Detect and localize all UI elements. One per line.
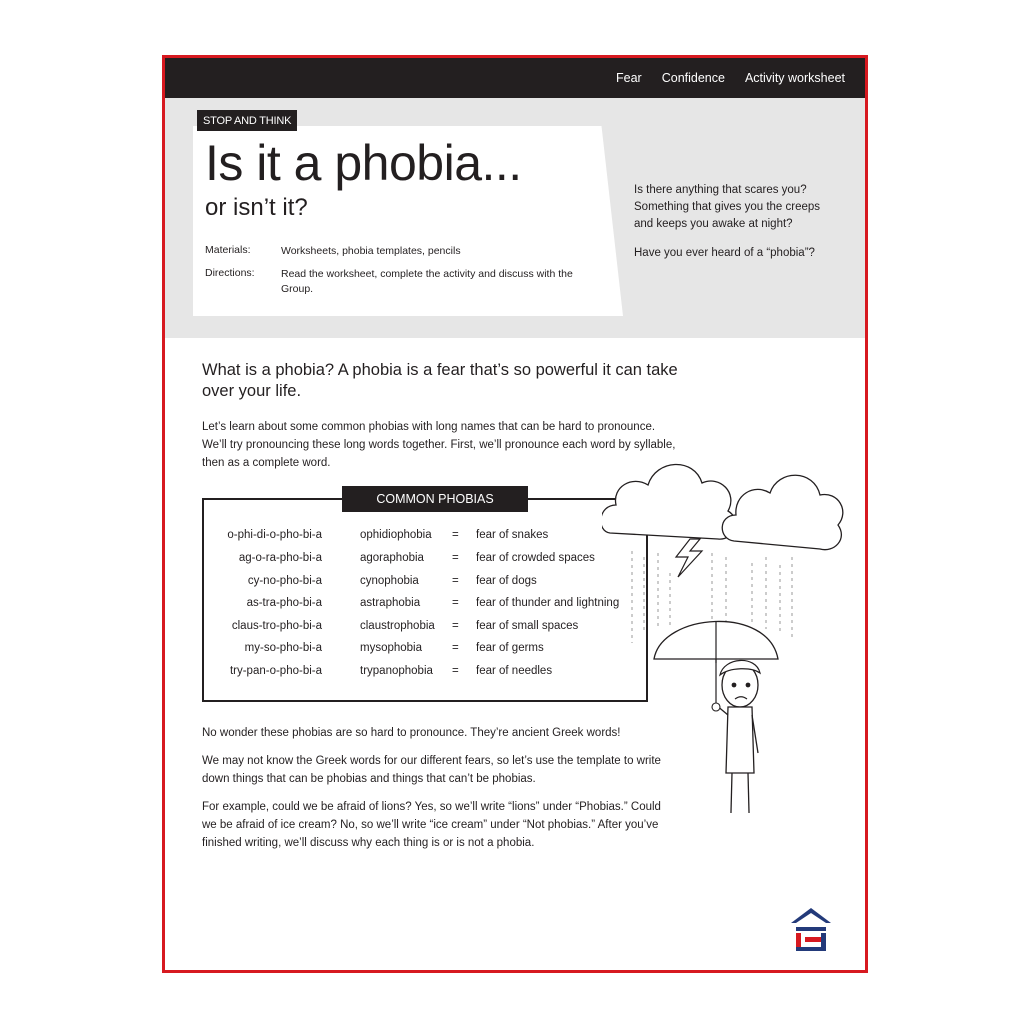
nav-confidence[interactable]: Confidence bbox=[661, 71, 725, 85]
phobia-syllables: ag-o-ra-pho-bi-a bbox=[238, 552, 322, 564]
directions-label: Directions: bbox=[205, 267, 255, 279]
phobia-word: claustrophobia bbox=[360, 620, 435, 632]
phobia-syllables: cy-no-pho-bi-a bbox=[247, 575, 322, 587]
phobia-meaning: fear of snakes bbox=[476, 529, 549, 541]
intro-paragraph: Let’s learn about some common phobias with long names that can be hard to pronounce. We’ll try pronouncing these long words together. First, we’ll pronounce each word by syllable, then as a complete word. bbox=[202, 421, 676, 469]
directions-value: Read the worksheet, complete the activity and discuss with the Group. bbox=[281, 268, 573, 295]
common-phobias-box bbox=[202, 492, 648, 702]
top-nav bbox=[165, 58, 865, 98]
page-title: Is it a phobia... bbox=[205, 135, 522, 191]
house-logo-icon bbox=[788, 905, 834, 953]
phobia-meaning: fear of thunder and lightning bbox=[476, 597, 620, 609]
phobia-word: cynophobia bbox=[360, 575, 419, 587]
equals-sign: = bbox=[452, 529, 459, 541]
phobia-word: ophidiophobia bbox=[360, 529, 432, 541]
equals-sign: = bbox=[452, 620, 459, 632]
nav-activity-worksheet[interactable]: Activity worksheet bbox=[744, 71, 845, 85]
materials-label: Materials: bbox=[205, 244, 251, 256]
equals-sign: = bbox=[452, 597, 459, 609]
phobia-word: agoraphobia bbox=[360, 552, 424, 564]
side-question-2: Have you ever heard of a “phobia”? bbox=[634, 247, 815, 259]
paragraph-template: We may not know the Greek words for our different fears, so let’s use the template to write down things that can be phobias and things that can’t be phobias. bbox=[202, 755, 661, 785]
stop-and-think-tag: STOP AND THINK bbox=[197, 110, 297, 131]
phobia-syllables: as-tra-pho-bi-a bbox=[246, 597, 322, 609]
phobia-row bbox=[204, 575, 650, 597]
equals-sign: = bbox=[452, 575, 459, 587]
phobia-word: astraphobia bbox=[360, 597, 421, 609]
side-question-1: Is there anything that scares you? Something that gives you the creeps and keeps you awake at night? bbox=[634, 184, 821, 230]
phobia-row bbox=[204, 597, 650, 619]
paragraph-example: For example, could we be afraid of lions? Yes, so we’ll write “lions” under “Phobias.” Could we be afraid of ice cream? No, so we’ll write “ice cream” under “Not phobias.” After you’ve finished writing, we’ll discuss why each thing is or is not a phobia. bbox=[202, 801, 661, 849]
phobia-word: trypanophobia bbox=[360, 665, 433, 677]
side-questions bbox=[634, 182, 839, 274]
common-phobias-heading: COMMON PHOBIAS bbox=[342, 486, 528, 512]
phobia-row bbox=[204, 665, 650, 687]
phobia-row bbox=[204, 529, 650, 551]
phobia-syllables: try-pan-o-pho-bi-a bbox=[229, 665, 322, 677]
page-subtitle: or isn’t it? bbox=[205, 194, 308, 221]
equals-sign: = bbox=[452, 642, 459, 654]
equals-sign: = bbox=[452, 665, 459, 677]
boy-umbrella-illustration-icon bbox=[602, 453, 847, 813]
phobia-syllables: o-phi-di-o-pho-bi-a bbox=[227, 529, 322, 541]
phobia-meaning: fear of dogs bbox=[476, 575, 537, 587]
nav-fear[interactable]: Fear bbox=[616, 71, 642, 85]
equals-sign: = bbox=[452, 552, 459, 564]
materials-value: Worksheets, phobia templates, pencils bbox=[281, 245, 461, 257]
phobia-row bbox=[204, 620, 650, 642]
phobia-meaning: fear of crowded spaces bbox=[476, 552, 595, 564]
phobia-row bbox=[204, 642, 650, 664]
lead-heading: What is a phobia? A phobia is a fear that’s so powerful it can take over your life. bbox=[202, 361, 678, 400]
worksheet-page bbox=[162, 55, 868, 973]
paragraph-greek-words: No wonder these phobias are so hard to pronounce. They’re ancient Greek words! bbox=[202, 727, 621, 739]
phobia-row bbox=[204, 552, 650, 574]
phobia-meaning: fear of germs bbox=[476, 642, 544, 654]
phobia-word: mysophobia bbox=[360, 642, 423, 654]
phobia-syllables: my-so-pho-bi-a bbox=[244, 642, 322, 654]
phobia-meaning: fear of small spaces bbox=[476, 620, 579, 632]
phobia-syllables: claus-tro-pho-bi-a bbox=[231, 620, 322, 632]
phobia-meaning: fear of needles bbox=[476, 665, 553, 677]
